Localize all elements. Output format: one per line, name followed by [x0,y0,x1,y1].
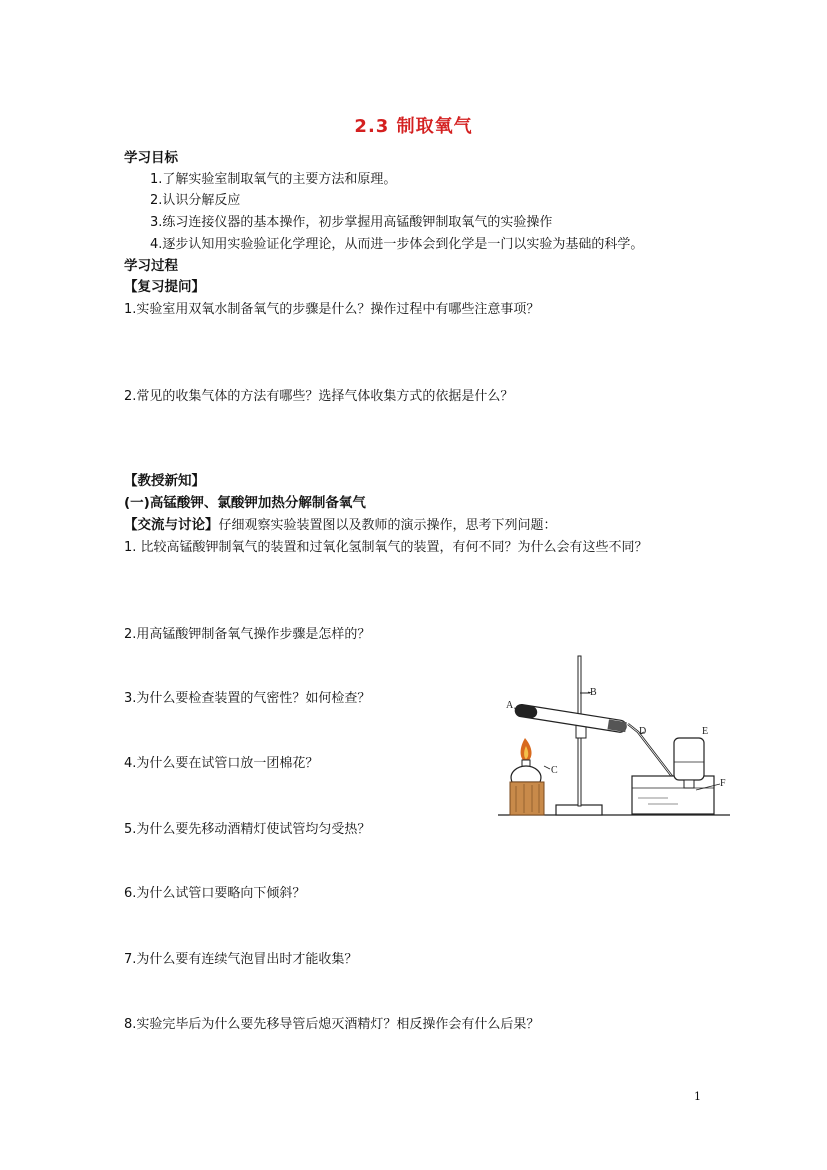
section-subheading: (一)高锰酸钾、氯酸钾加热分解制备氧气 [124,495,366,511]
discussion-text: 仔细观察实验装置图以及教师的演示操作，思考下列问题： [218,518,557,533]
objective-item: 1.了解实验室制取氧气的主要方法和原理。 [150,172,397,187]
objective-item: 4.逐步认知用实验验证化学理论，从而进一步体会到化学是一门以实验为基础的科学。 [150,237,644,252]
process-heading: 学习过程 [124,258,178,274]
question: 5.为什么要先移动酒精灯使试管均匀受热？ [124,822,371,837]
water-trough [632,776,714,814]
question: 1. 比较高锰酸钾制氧气的装置和过氧化氢制氧气的装置，有何不同？为什么会有这些不同？ [124,540,648,555]
question: 8.实验完毕后为什么要先移导管后熄灭酒精灯？相反操作会有什么后果？ [124,1017,540,1032]
question: 3.为什么要检查装置的气密性？如何检查？ [124,691,371,706]
gas-bottle [674,738,704,780]
label-c: C [551,765,558,776]
oxygen-apparatus-diagram [498,652,730,822]
objective-item: 2.认识分解反应 [150,193,241,208]
page-title: 2.3 制取氧气 [354,116,473,137]
question: 2.用高锰酸钾制备氧气操作步骤是怎样的？ [124,627,371,642]
question: 6.为什么试管口要略向下倾斜？ [124,886,306,901]
objectives-heading: 学习目标 [124,150,178,166]
alcohol-lamp [511,766,541,782]
label-f: F [720,778,726,789]
label-d: D [639,726,647,737]
question: 7.为什么要有连续气泡冒出时才能收集？ [124,952,358,967]
label-b: B [590,687,597,698]
review-question: 2.常见的收集气体的方法有哪些？选择气体收集方式的依据是什么？ [124,389,514,404]
label-a: A [506,700,514,711]
objective-item: 3.练习连接仪器的基本操作，初步掌握用高锰酸钾制取氧气的实验操作 [150,215,553,230]
discussion-line [124,513,557,533]
new-knowledge-heading: 【教授新知】 [124,473,205,489]
review-heading: 【复习提问】 [124,279,205,295]
discussion-label: 【交流与讨论】 [124,517,219,533]
question: 4.为什么要在试管口放一团棉花？ [124,756,319,771]
review-question: 1.实验室用双氧水制备氧气的步骤是什么？操作过程中有哪些注意事项？ [124,302,540,317]
label-e: E [702,726,709,737]
page-number: 1 [694,1090,701,1103]
